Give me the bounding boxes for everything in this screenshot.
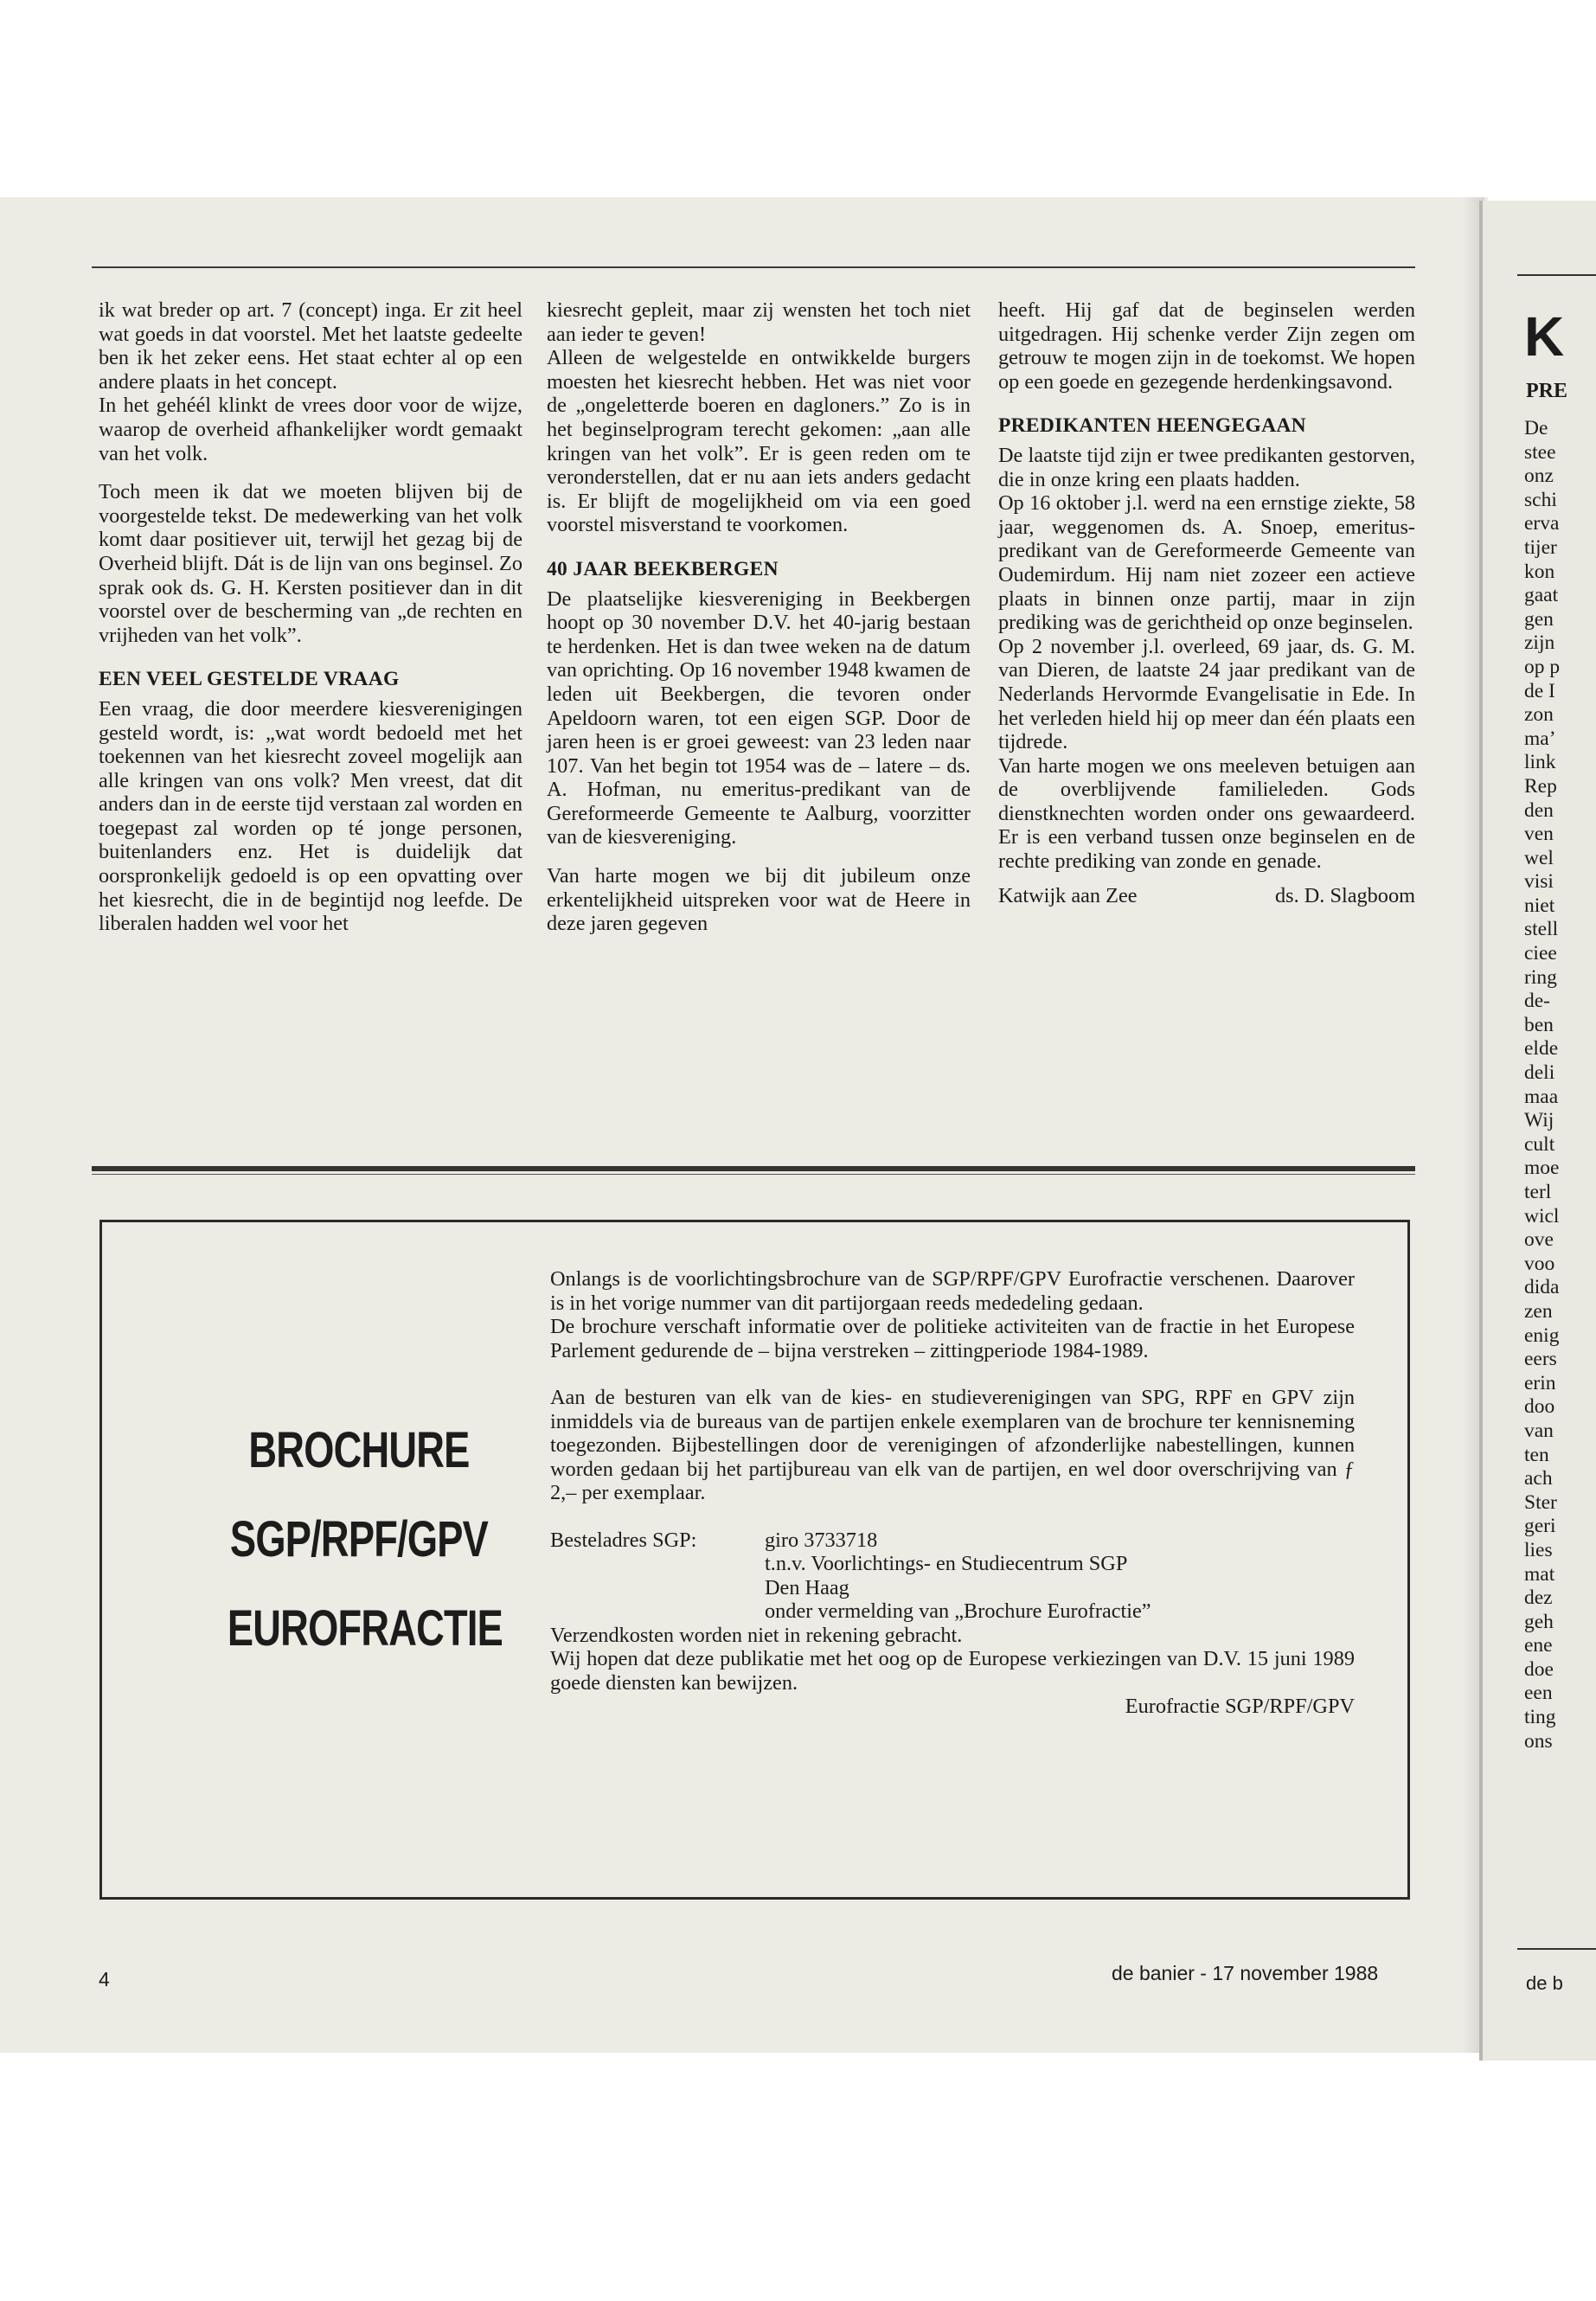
brochure-title-line: BROCHURE [248, 1422, 470, 1478]
next-page-line: ten [1524, 1443, 1549, 1466]
next-page-line: den [1524, 798, 1554, 822]
next-page-heading: K [1524, 305, 1565, 368]
next-page-line: geh [1524, 1610, 1554, 1633]
next-page-line: voo [1524, 1252, 1555, 1275]
next-page-line: gaat [1524, 584, 1559, 607]
brochure-title-line: EUROFRACTIE [227, 1600, 503, 1657]
next-page-line: ove [1524, 1228, 1554, 1252]
next-page-line: schi [1524, 488, 1557, 511]
next-page-line: moe [1524, 1157, 1560, 1180]
next-page-line: ben [1524, 1013, 1554, 1036]
next-page-line: Wij [1524, 1109, 1554, 1132]
paragraph: Wij hopen dat deze publikatie met het oog op de Europese verkiezingen van D.V. 15 juni 1989 goede diensten kan bewijzen. [550, 1647, 1355, 1695]
next-page-line: tijer [1524, 535, 1557, 559]
next-page-line: mat [1524, 1562, 1555, 1586]
next-page-line: ach [1524, 1467, 1553, 1490]
paragraph: kiesrecht gepleit, maar zij wensten het toch niet aan ieder te geven! [547, 298, 971, 346]
next-page-line: op p [1524, 655, 1561, 678]
next-page-line: geri [1524, 1515, 1556, 1538]
article-column-3 [998, 298, 1415, 907]
next-page-line: deli [1524, 1061, 1555, 1085]
next-page-line: dez [1524, 1586, 1553, 1610]
section-heading: 40 JAAR BEEKBERGEN [547, 557, 779, 580]
paragraph: Alleen de welgestelde en ontwikkelde burgers moesten het kiesrecht hebben. Het was niet voor de „ongeletterde boeren en dagloners.” Zo is in het beginselprogram terecht gekomen: „aan alle kringen van het volk”. Er is geen reden om te veronderstellen, dat er nu aan iets anders gedacht is. Er blijft de mogelijkheid om via een goed voorstel misverstand te voorkomen. [547, 346, 971, 537]
running-footer: de banier - 17 november 1988 [1112, 1962, 1379, 1984]
next-page-subheading: PRE [1526, 380, 1567, 402]
next-page-line: terl [1524, 1181, 1552, 1203]
paragraph: Op 16 oktober j.l. werd na een ernstige ziekte, 58 jaar, weggenomen ds. A. Snoep, emeritus-predikant van de Gereformeerde Gemeente van Oudemirdum. Hij nam niet zozeer een actieve plaats in binnen onze partij, maar in zijn prediking was de gerichtheid op onze beginselen. [998, 491, 1415, 635]
next-page-line: erin [1524, 1371, 1556, 1394]
address-line: Den Haag [765, 1575, 849, 1599]
address-lines [765, 1529, 1151, 1624]
paragraph: Van harte mogen we ons meeleven betuigen aan de overblijvende familieleden. Gods dienstknechten worden onder ons gewaardeerd. Er is een verband tussen onze beginselen en de rechte prediking van zonde en genade. [998, 753, 1415, 874]
announcement-signature: Eurofractie SGP/RPF/GPV [1125, 1695, 1355, 1718]
address-line: giro 3733718 [765, 1528, 878, 1552]
next-page-line: wel [1524, 846, 1554, 869]
brochure-title [227, 1406, 503, 1673]
next-page-line: van [1524, 1419, 1554, 1442]
next-page-line: wicl [1524, 1204, 1560, 1227]
paragraph: In het gehéél klinkt de vrees door voor de wijze, waarop de overheid afhankelijker wordt gemaakt van het volk. [99, 394, 522, 465]
paragraph: Verzendkosten worden niet in rekening gebracht. [550, 1623, 963, 1647]
paragraph: ik wat breder op art. 7 (concept) inga. Er zit heel wat goeds in dat voorstel. Met het laatste gedeelte ben ik het zeker eens. Het staat echter al op een andere plaats in het concept. [99, 298, 522, 394]
next-page-line: enig [1524, 1324, 1560, 1347]
next-page-line: ons [1524, 1729, 1553, 1753]
next-page-text [1524, 417, 1596, 1753]
section-divider-thin [92, 1174, 1415, 1175]
next-page-line: de- [1524, 990, 1551, 1013]
article-column-2 [547, 298, 971, 936]
next-page-line: ene [1524, 1634, 1553, 1657]
next-page-line: onz [1524, 465, 1554, 488]
next-page-line: dida [1524, 1276, 1560, 1299]
paragraph: heeft. Hij gaf dat de beginselen werden uitgedragen. Hij schenke verder Zijn zegen om getrouw te mogen zijn in de toekomst. We hopen op een goede en gezegende herdenkingsavond. [998, 298, 1415, 394]
next-page-line: stell [1524, 918, 1559, 941]
next-page-line: De [1524, 417, 1548, 439]
page-number: 4 [99, 1968, 110, 1990]
paragraph: Onlangs is de voorlichtingsbrochure van de SGP/RPF/GPV Eurofractie verschenen. Daarover is in het vorige nummer van dit partijorgaan reeds mededeling gedaan. [550, 1267, 1355, 1315]
next-page-line: stee [1524, 440, 1556, 464]
next-page-edge [1479, 201, 1596, 2061]
address-line: onder vermelding van „Brochure Eurofractie” [765, 1599, 1151, 1623]
next-page-line: cult [1524, 1132, 1555, 1156]
next-page-line: doo [1524, 1395, 1555, 1419]
section-divider [92, 1166, 1415, 1171]
next-page-line: zijn [1524, 631, 1555, 655]
next-page-line: Ster [1524, 1490, 1557, 1514]
next-page-line: ting [1524, 1706, 1556, 1729]
next-page-line: niet [1524, 894, 1555, 917]
address-line: t.n.v. Voorlichtings- en Studiecentrum SGP [765, 1552, 1128, 1575]
next-page-rule-bottom [1517, 1948, 1596, 1950]
paragraph: De plaatselijke kiesvereniging in Beekbergen hoopt op 30 november D.V. het 40-jarig bestaan te herdenken. Het is dan twee weken na de datum van oprichting. Op 16 november 1948 kwamen de leden uit Beekbergen, die tevoren onder Apeldoorn waren, tot een eigen SGP. Door de jaren heen is er groei geweest: van 23 leden naar 107. Van het begin tot 1954 was de – latere – ds. A. Hofman, nu emeritus-predikant van de Gereformeerde Gemeente te Aalburg, voorzitter van de kiesvereniging. [547, 586, 971, 849]
signature-place: Katwijk aan Zee [998, 883, 1138, 907]
top-rule [92, 266, 1415, 268]
next-page-line: ma’ [1524, 727, 1556, 750]
article-column-1 [99, 298, 522, 936]
order-address [550, 1529, 1355, 1624]
next-page-line: maa [1524, 1085, 1559, 1108]
next-page-rule [1517, 274, 1596, 276]
next-page-footer: de b [1526, 1972, 1563, 1994]
next-page-line: een [1524, 1682, 1553, 1705]
brochure-title-line: SGP/RPF/GPV [229, 1511, 489, 1567]
next-page-line: zen [1524, 1299, 1553, 1323]
next-page-line: lies [1524, 1538, 1553, 1561]
section-heading: PREDIKANTEN HEENGEGAAN [998, 414, 1306, 438]
next-page-line: Rep [1524, 774, 1557, 798]
next-page-line: eers [1524, 1348, 1557, 1371]
paragraph: Op 2 november j.l. overleed, 69 jaar, ds. G. M. van Dieren, de laatste 24 jaar predikant van de Nederlands Hervormde Evangelisatie in Ede. In het verleden hield hij op meer dan één plaats een tijdrede. [998, 634, 1415, 754]
paragraph: Van harte mogen we bij dit jubileum onze erkentelijkheid uitspreken voor wat de Heere in deze jaren gegeven [547, 864, 971, 936]
address-label: Besteladres SGP: [550, 1528, 697, 1552]
next-page-line: doe [1524, 1657, 1554, 1681]
next-page-line: kon [1524, 560, 1555, 583]
paragraph: Een vraag, die door meerdere kiesverenigingen gesteld wordt, is: „wat wordt bedoeld met het toekennen van het kiesrecht zoveel mogelijk aan alle kringen van ons volk? Men vreest, dat dit anders dan in de eerste tijd verstaan zal worden en toegepast zal worden op té jonge personen, buitenlanders enz. Het is duidelijk dat oorspronkelijk gedoeld is op een opvatting over het kiesrecht, die in de begintijd nog leefde. De liberalen hadden wel voor het [99, 696, 522, 936]
paragraph: De laatste tijd zijn er twee predikanten gestorven, die in onze kring een plaats hadden. [998, 443, 1415, 491]
next-page-line: ven [1524, 823, 1554, 846]
next-page-line: ciee [1524, 942, 1557, 965]
section-heading: EEN VEEL GESTELDE VRAAG [99, 668, 400, 691]
next-page-line: de I [1524, 679, 1555, 702]
next-page-line: gen [1524, 607, 1554, 631]
next-page-line: ring [1524, 965, 1557, 989]
paragraph: Aan de besturen van elk van de kies- en studieverenigingen van SPG, RPF en GPV zijn inmiddels via de bureaus van de partijen enkele exemplaren van de brochure ter kennisneming toegezonden. Bijbestellingen door de verenigingen of afzonderlijke nabestellingen, kunnen worden gedaan bij het partijbureau van elk van de partijen, en wel door overschrijving van ƒ 2,– per exemplaar. [550, 1386, 1355, 1504]
next-page-line: elde [1524, 1037, 1559, 1061]
next-page-line: link [1524, 751, 1556, 774]
next-page-line: zon [1524, 703, 1554, 727]
article-signature [998, 884, 1415, 908]
announcement-text [550, 1267, 1355, 1719]
next-page-line: erva [1524, 512, 1560, 535]
signature-author: ds. D. Slagboom [1275, 883, 1415, 907]
next-page-line: visi [1524, 870, 1554, 894]
paragraph: Toch meen ik dat we moeten blijven bij de voorgestelde tekst. De medewerking van het volk komt daar positiever uit, terwijl het gezag bij de Overheid blijft. Dát is de lijn van ons beginsel. Zo sprak ook ds. G. H. Kersten positiever dan in dit voorstel over de bescherming van „de rechten en vrijheden van het volk”. [99, 480, 522, 647]
paragraph: De brochure verschaft informatie over de politieke activiteiten van de fractie in het Europese Parlement gedurende de – bijna verstreken – zittingperiode 1984-1989. [550, 1315, 1355, 1362]
